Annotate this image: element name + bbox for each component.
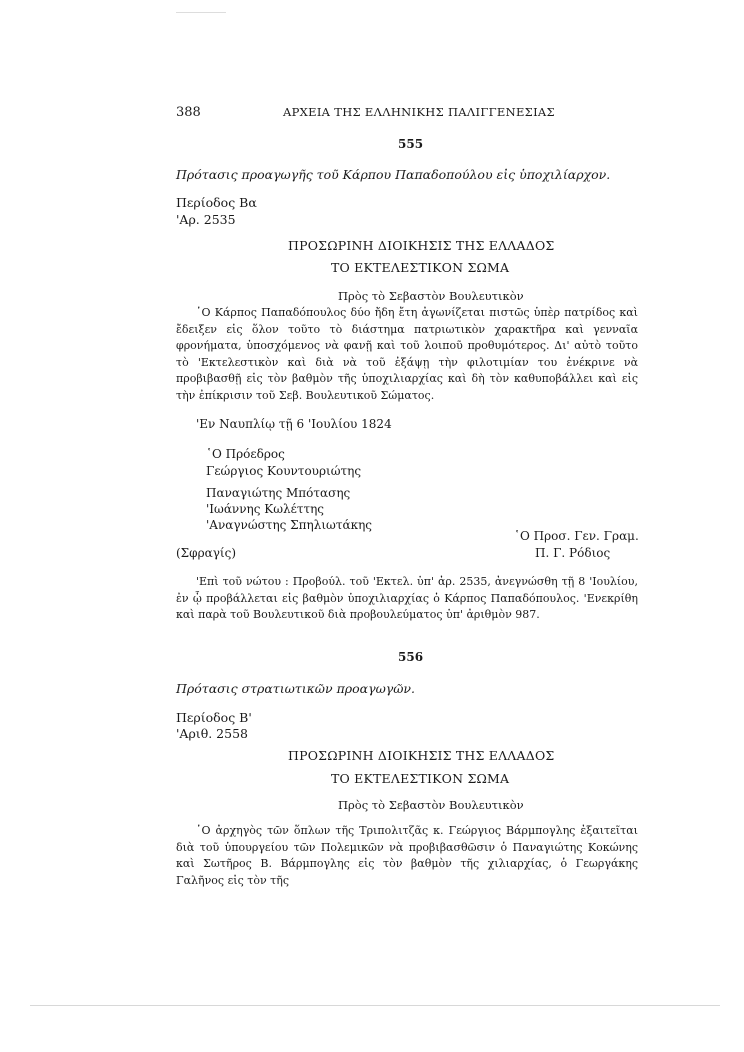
document-number: 556 bbox=[398, 650, 424, 664]
document-period: Περίοδος Βα bbox=[176, 195, 257, 210]
secretary-name: Π. Γ. Ρόδιος bbox=[535, 546, 611, 560]
secretary-title: ῾Ο Προσ. Γεν. Γραμ. bbox=[514, 529, 639, 543]
document-heading-line2: ΤΟ ΕΚΤΕΛΕΣΤΙΚΟΝ ΣΩΜΑ bbox=[331, 771, 510, 786]
document-date-place: 'Εν Ναυπλίῳ τῇ 6 'Ιουλίου 1824 bbox=[196, 417, 392, 431]
document-body: ῾Ο ἀρχηγὸς τῶν ὅπλων τῆς Τριπολιτζᾶς κ. Γεώργιος Βάρμπογλης ἐξαιτεῖται διὰ τοῦ ὑπουργείου τῶν Πολεμικῶν νὰ προβιβασθῶσιν ὁ Παναγιώτης Κοκώνης καὶ Σωτῆρος Β. Βάρμπογλης εἰς τὸν βαθμὸν τῆς χιλιαρχίας, ὁ Γεωργάκης Γαλῆνος εἰς τὸν τῆς bbox=[176, 824, 638, 887]
document-subject: Πρότασις στρατιωτικῶν προαγωγῶν. bbox=[176, 681, 415, 696]
document-heading-line1: ΠΡΟΣΩΡΙΝΗ ΔΙΟΙΚΗΣΙΣ ΤΗΣ ΕΛΛΑΔΟΣ bbox=[288, 238, 555, 253]
seal-mark: (Σφραγίς) bbox=[176, 546, 237, 560]
document-subject: Πρότασις προαγωγῆς τοῦ Κάρπου Παπαδοπούλου εἰς ὑποχιλίαρχον. bbox=[176, 167, 611, 182]
signatory-name: 'Αναγνώστης Σπηλιωτάκης bbox=[206, 518, 372, 532]
document-number: 555 bbox=[398, 137, 424, 151]
signatory-name: Παναγιώτης Μπότασης bbox=[206, 486, 351, 500]
document-heading-line1: ΠΡΟΣΩΡΙΝΗ ΔΙΟΙΚΗΣΙΣ ΤΗΣ ΕΛΛΑΔΟΣ bbox=[288, 748, 555, 763]
document-reference: 'Αρ. 2535 bbox=[176, 212, 236, 227]
president-name: Γεώργιος Κουντουριώτης bbox=[206, 464, 362, 478]
scan-artifact bbox=[30, 1005, 720, 1006]
document-period: Περίοδος Β' bbox=[176, 710, 252, 725]
document-reference: 'Αριθ. 2558 bbox=[176, 726, 248, 741]
signatory-name: 'Ιωάννης Κωλέττης bbox=[206, 502, 325, 516]
document-addressee: Πρὸς τὸ Σεβαστὸν Βουλευτικὸν bbox=[338, 798, 524, 812]
running-title: ΑΡΧΕΙΑ ΤΗΣ ΕΛΛΗΝΙΚΗΣ ΠΑΛΙΓΓΕΝΕΣΙΑΣ bbox=[283, 105, 555, 119]
endorsement-note: 'Επὶ τοῦ νώτου : Προβούλ. τοῦ 'Εκτελ. ὑπ' ἀρ. 2535, ἀνεγνώσθη τῇ 8 'Ιουλίου, ἐν ᾧ προβάλλεται εἰς βαθμὸν ὑποχιλιαρχίας ὁ Κάρπος Παπαδόπουλος. 'Ενεκρίθη καὶ παρὰ τοῦ Βουλευτικοῦ διὰ προβουλεύματος ὑπ' ἀριθμὸν 987. bbox=[176, 575, 638, 621]
president-title: ῾Ο Πρόεδρος bbox=[206, 447, 285, 461]
document-heading-line2: ΤΟ ΕΚΤΕΛΕΣΤΙΚΟΝ ΣΩΜΑ bbox=[331, 260, 510, 275]
scan-artifact bbox=[176, 12, 226, 13]
document-body: ῾Ο Κάρπος Παπαδόπουλος δύο ἤδη ἔτη ἀγωνίζεται πιστῶς ὑπὲρ πατρίδος καὶ ἔδειξεν εἰς ὅλον τοῦτο τὸ διάστημα πατριωτικὸν χαρακτῆρα καὶ γενναῖα φρονήματα, ὑποσχόμενος νὰ φανῇ καὶ τοῦ λοιποῦ προθυμότερος. Δι' αὐτὸ τοῦτο τὸ 'Εκτελεστικὸν καὶ διὰ νὰ τοῦ ἐξάψῃ τὴν φιλοτιμίαν του ἐνέκρινε νὰ προβιβασθῇ εἰς τὸν βαθμὸν τῆς ὑποχιλιαρχίας καὶ δὴ τὸν καθυποβάλλει καὶ εἰς τὴν ἐπίκρισιν τοῦ Σεβ. Βουλευτικοῦ Σώματος. bbox=[176, 306, 638, 402]
page-number: 388 bbox=[176, 105, 201, 120]
document-addressee: Πρὸς τὸ Σεβαστὸν Βουλευτικὸν bbox=[338, 289, 524, 303]
